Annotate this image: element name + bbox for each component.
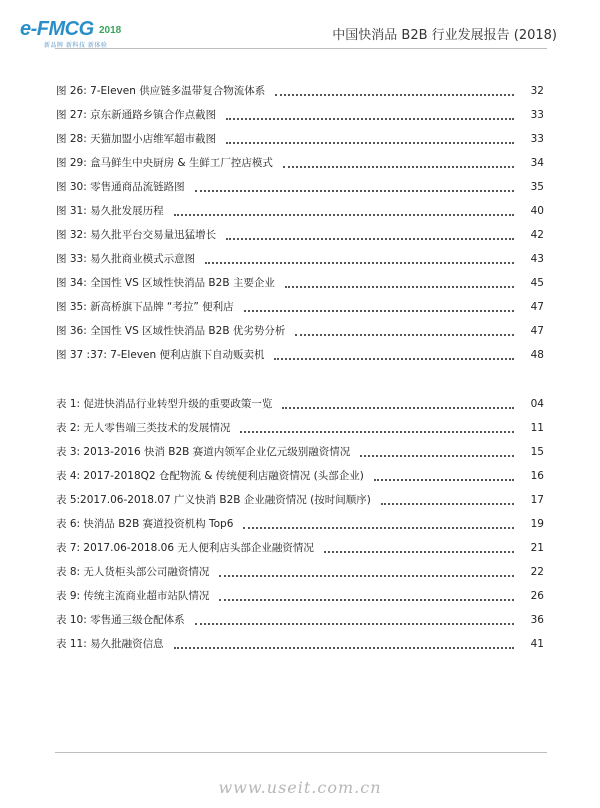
toc-entry-label: 图 30: 零售通商品流链路图 <box>56 181 185 193</box>
dot-leader <box>226 118 514 120</box>
dot-leader <box>274 358 514 360</box>
toc-entry-page: 45 <box>530 277 544 289</box>
toc-entry-page: 17 <box>530 494 544 506</box>
dot-leader <box>226 238 514 240</box>
toc-entry-page: 34 <box>530 157 544 169</box>
toc-entry[interactable] <box>56 611 544 627</box>
toc-entry[interactable] <box>56 322 544 338</box>
dot-leader <box>226 142 514 144</box>
toc-entry-label: 表 3: 2013-2016 快消 B2B 赛道内领军企业亿元级别融资情况 <box>56 446 351 458</box>
toc-entry[interactable] <box>56 178 544 194</box>
toc-entry-label: 图 27: 京东新通路乡镇合作点截图 <box>56 109 217 121</box>
toc-entry[interactable] <box>56 539 544 555</box>
toc-entry[interactable] <box>56 515 544 531</box>
dot-leader <box>360 455 514 457</box>
toc-entry-label: 表 5:2017.06-2018.07 广义快消 B2B 企业融资情况 (按时间顺序) <box>56 494 371 506</box>
toc-entry[interactable] <box>56 587 544 603</box>
toc-entry[interactable] <box>56 82 544 98</box>
toc-entry-label: 表 6: 快消品 B2B 赛道投资机构 Top6 <box>56 518 234 530</box>
efmcg-logo <box>20 18 130 52</box>
site-watermark: www.useit.com.cn <box>218 778 382 797</box>
toc-entry-page: 47 <box>530 325 544 337</box>
logo-year: 2018 <box>99 25 122 36</box>
toc-entry-page: 15 <box>530 446 544 458</box>
toc-entry[interactable] <box>56 467 544 483</box>
toc-entry-label: 图 37 :37: 7-Eleven 便利店旗下自动贩卖机 <box>56 349 265 361</box>
toc-entry[interactable] <box>56 154 544 170</box>
report-title: 中国快消品 B2B 行业发展报告 (2018) <box>332 28 557 43</box>
toc-entry-page: 43 <box>530 253 544 265</box>
toc-entry[interactable] <box>56 346 544 362</box>
toc-entry-label: 图 28: 天猫加盟小店维军超市截图 <box>56 133 217 145</box>
toc-entry-label: 表 1: 促进快消品行业转型升级的重要政策一览 <box>56 398 273 410</box>
toc-entry[interactable] <box>56 298 544 314</box>
dot-leader <box>174 214 514 216</box>
toc-entry-page: 48 <box>530 349 544 361</box>
toc-entry-label: 图 34: 全国性 VS 区域性快消品 B2B 主要企业 <box>56 277 275 289</box>
toc-entry-page: 26 <box>530 590 544 602</box>
toc-entry-page: 04 <box>530 398 544 410</box>
toc-entry[interactable] <box>56 443 544 459</box>
toc-entry[interactable] <box>56 395 544 411</box>
toc-entry-label: 表 8: 无人货柜头部公司融资情况 <box>56 566 210 578</box>
toc-entry-label: 表 4: 2017-2018Q2 仓配物流 & 传统便利店融资情况 (头部企业) <box>56 470 364 482</box>
toc-entry[interactable] <box>56 563 544 579</box>
toc-entry-page: 41 <box>530 638 544 650</box>
logo-text: e-FMCG <box>20 18 94 40</box>
dot-leader <box>174 647 514 649</box>
toc-entry-page: 32 <box>530 85 544 97</box>
dot-leader <box>374 479 514 481</box>
toc-entry-page: 21 <box>530 542 544 554</box>
toc-entry-page: 40 <box>530 205 544 217</box>
toc-entry-label: 图 26: 7-Eleven 供应链多温带复合物流体系 <box>56 85 266 97</box>
dot-leader <box>219 599 514 601</box>
dot-leader <box>240 431 514 433</box>
dot-leader <box>205 262 514 264</box>
toc-entry[interactable] <box>56 130 544 146</box>
toc-entry-page: 33 <box>530 109 544 121</box>
toc-entry-page: 47 <box>530 301 544 313</box>
toc-entry[interactable] <box>56 274 544 290</box>
toc-entry[interactable] <box>56 250 544 266</box>
page-header <box>0 0 600 60</box>
header-divider <box>55 48 547 49</box>
toc-entry-page: 33 <box>530 133 544 145</box>
dot-leader <box>195 190 514 192</box>
toc-entry-page: 11 <box>530 422 544 434</box>
toc-entry-label: 图 33: 易久批商业模式示意图 <box>56 253 196 265</box>
toc-entry[interactable] <box>56 202 544 218</box>
footer-divider <box>55 752 547 753</box>
toc-entry-page: 35 <box>530 181 544 193</box>
toc-entry[interactable] <box>56 226 544 242</box>
toc-entry[interactable] <box>56 635 544 651</box>
toc-entry-page: 19 <box>530 518 544 530</box>
logo-tagline: 新品牌 新科技 新体验 <box>44 42 108 49</box>
toc-entry-label: 表 9: 传统主流商业超市站队情况 <box>56 590 210 602</box>
dot-leader <box>195 623 514 625</box>
toc-entry[interactable] <box>56 419 544 435</box>
dot-leader <box>243 527 514 529</box>
toc-entry-label: 表 2: 无人零售端三类技术的发展情况 <box>56 422 231 434</box>
dot-leader <box>283 166 514 168</box>
toc-entry-label: 图 35: 新高桥旗下品牌 “考拉” 便利店 <box>56 301 234 313</box>
toc-entry[interactable] <box>56 106 544 122</box>
toc-entry-label: 表 10: 零售通三级仓配体系 <box>56 614 185 626</box>
dot-leader <box>275 94 514 96</box>
toc-entry-page: 36 <box>530 614 544 626</box>
toc-entry-label: 表 11: 易久批融资信息 <box>56 638 164 650</box>
toc-entry-label: 图 31: 易久批发展历程 <box>56 205 164 217</box>
dot-leader <box>324 551 514 553</box>
toc-entry-label: 图 36: 全国性 VS 区域性快消品 B2B 优劣势分析 <box>56 325 286 337</box>
dot-leader <box>381 503 514 505</box>
toc-entry-page: 22 <box>530 566 544 578</box>
dot-leader <box>285 286 514 288</box>
dot-leader <box>244 310 514 312</box>
toc-entry-label: 图 29: 盒马鲜生中央厨房 & 生鲜工厂控店模式 <box>56 157 273 169</box>
toc-entry-label: 图 32: 易久批平台交易量迅猛增长 <box>56 229 217 241</box>
dot-leader <box>295 334 514 336</box>
toc-entry-page: 42 <box>530 229 544 241</box>
dot-leader <box>219 575 514 577</box>
toc-entry-label: 表 7: 2017.06-2018.06 无人便利店头部企业融资情况 <box>56 542 314 554</box>
dot-leader <box>282 407 514 409</box>
toc-entry-page: 16 <box>530 470 544 482</box>
toc-entry[interactable] <box>56 491 544 507</box>
